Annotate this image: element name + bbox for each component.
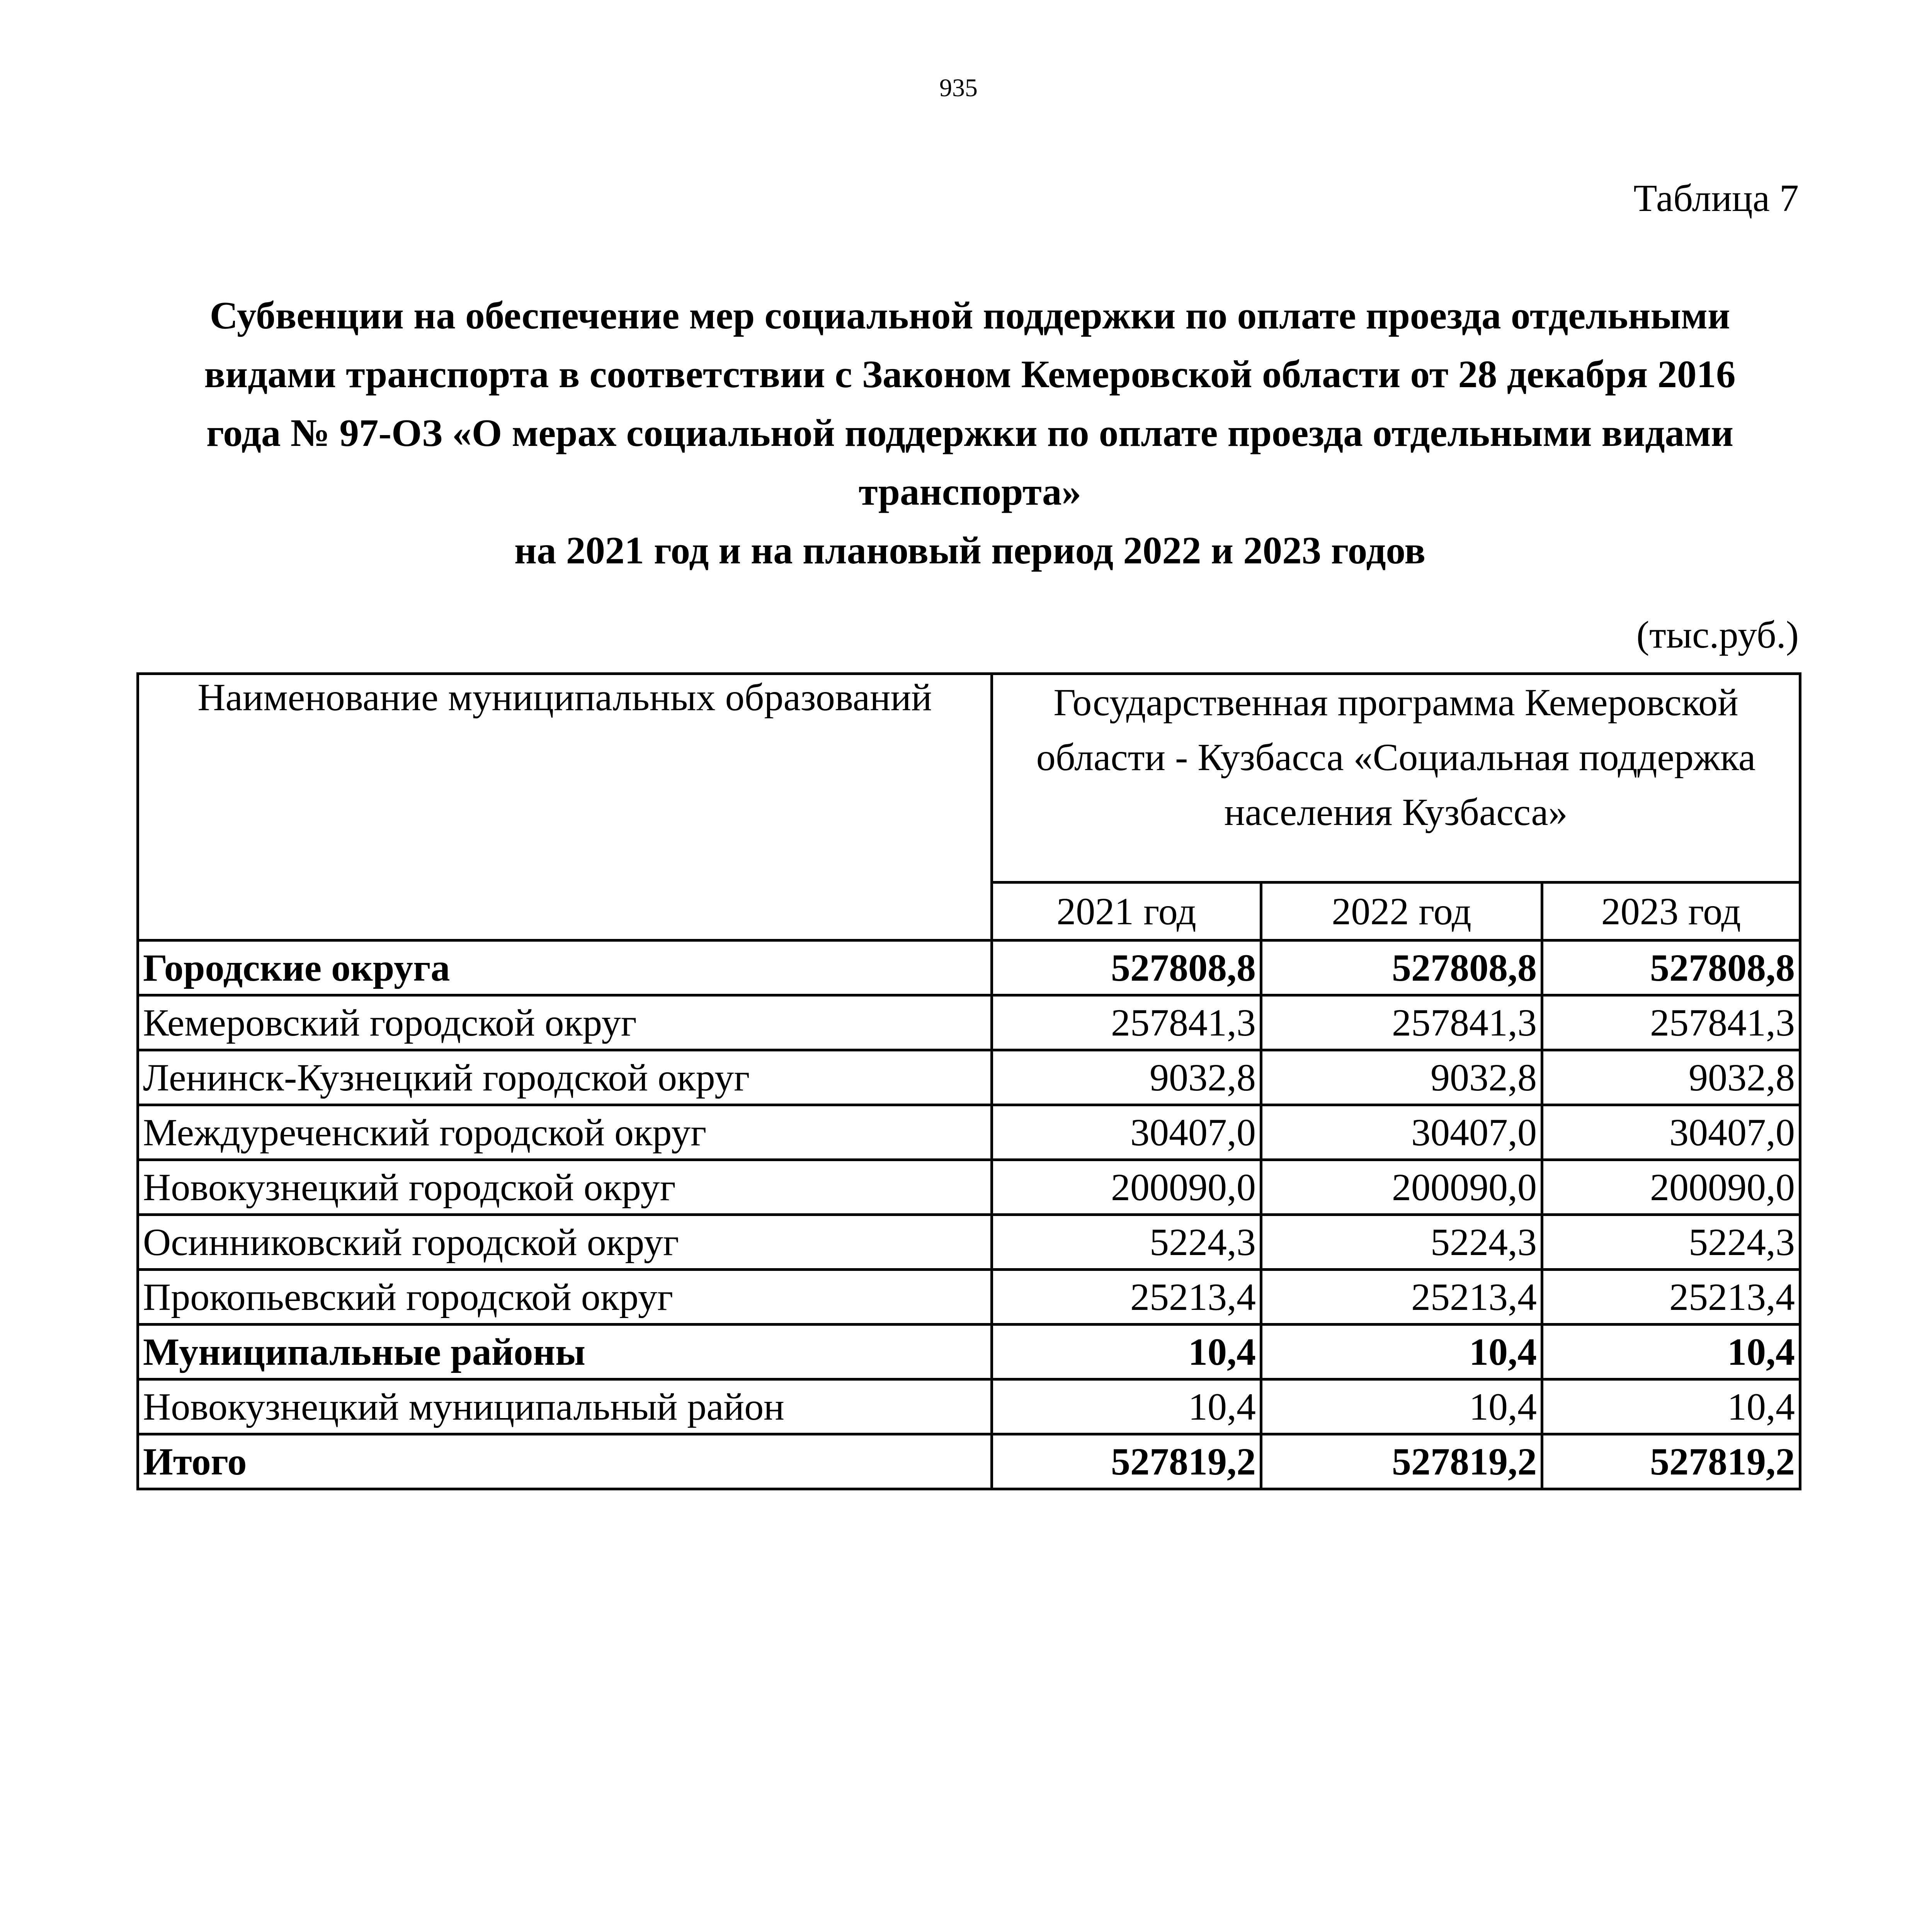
cell-amount: 10,4 bbox=[1261, 1379, 1542, 1434]
header-program: Государственная программа Кемеровской области - Кузбасса «Социальная поддержка населения Кузбасса» bbox=[992, 674, 1800, 883]
table-row bbox=[138, 1379, 1800, 1434]
title-line: видами транспорта в соответствии с Законом Кемеровской области от 28 декабря 2016 bbox=[204, 352, 1736, 396]
cell-amount: 527808,8 bbox=[992, 940, 1261, 995]
cell-amount: 527819,2 bbox=[1542, 1434, 1800, 1489]
cell-municipality-name: Новокузнецкий муниципальный район bbox=[138, 1379, 992, 1434]
cell-municipality-name: Муниципальные районы bbox=[138, 1325, 992, 1379]
cell-amount: 257841,3 bbox=[992, 995, 1261, 1050]
table-body bbox=[138, 940, 1800, 1489]
cell-amount: 30407,0 bbox=[992, 1105, 1261, 1160]
document-title bbox=[147, 286, 1793, 580]
header-municipality: Наименование муниципальных образований bbox=[138, 674, 992, 940]
table-label: Таблица 7 bbox=[1633, 177, 1799, 219]
cell-amount: 257841,3 bbox=[1542, 995, 1800, 1050]
cell-amount: 200090,0 bbox=[1542, 1160, 1800, 1215]
cell-amount: 25213,4 bbox=[1261, 1270, 1542, 1325]
cell-amount: 10,4 bbox=[1261, 1325, 1542, 1379]
cell-amount: 10,4 bbox=[1542, 1379, 1800, 1434]
page-number: 935 bbox=[939, 74, 978, 102]
cell-amount: 25213,4 bbox=[1542, 1270, 1800, 1325]
title-line: транспорта» bbox=[859, 470, 1081, 513]
cell-amount: 25213,4 bbox=[992, 1270, 1261, 1325]
cell-municipality-name: Новокузнецкий городской округ bbox=[138, 1160, 992, 1215]
table-row bbox=[138, 1434, 1800, 1489]
table-row bbox=[138, 1215, 1800, 1270]
cell-amount: 10,4 bbox=[992, 1325, 1261, 1379]
header-year: 2021 год bbox=[992, 883, 1261, 940]
table-row bbox=[138, 1050, 1800, 1105]
title-line: Субвенции на обеспечение мер социальной поддержки по оплате проезда отдельными bbox=[209, 294, 1730, 337]
cell-amount: 527808,8 bbox=[1261, 940, 1542, 995]
table-row bbox=[138, 1160, 1800, 1215]
units-label: (тыс.руб.) bbox=[1636, 613, 1799, 656]
cell-amount: 9032,8 bbox=[992, 1050, 1261, 1105]
table-row bbox=[138, 1325, 1800, 1379]
subsidies-table bbox=[136, 672, 1801, 1490]
cell-municipality-name: Итого bbox=[138, 1434, 992, 1489]
cell-municipality-name: Прокопьевский городской округ bbox=[138, 1270, 992, 1325]
cell-amount: 527808,8 bbox=[1542, 940, 1800, 995]
cell-amount: 200090,0 bbox=[992, 1160, 1261, 1215]
cell-amount: 257841,3 bbox=[1261, 995, 1542, 1050]
title-line: года № 97-ОЗ «О мерах социальной поддержки по оплате проезда отдельными видами bbox=[206, 411, 1734, 454]
header-year: 2022 год bbox=[1261, 883, 1542, 940]
table-row bbox=[138, 940, 1800, 995]
cell-amount: 527819,2 bbox=[992, 1434, 1261, 1489]
cell-amount: 30407,0 bbox=[1542, 1105, 1800, 1160]
table-row bbox=[138, 1270, 1800, 1325]
cell-municipality-name: Городские округа bbox=[138, 940, 992, 995]
cell-amount: 5224,3 bbox=[1261, 1215, 1542, 1270]
cell-amount: 5224,3 bbox=[992, 1215, 1261, 1270]
header-year: 2023 год bbox=[1542, 883, 1800, 940]
cell-amount: 10,4 bbox=[992, 1379, 1261, 1434]
cell-municipality-name: Ленинск-Кузнецкий городской округ bbox=[138, 1050, 992, 1105]
cell-amount: 10,4 bbox=[1542, 1325, 1800, 1379]
cell-amount: 527819,2 bbox=[1261, 1434, 1542, 1489]
cell-amount: 30407,0 bbox=[1261, 1105, 1542, 1160]
cell-amount: 200090,0 bbox=[1261, 1160, 1542, 1215]
title-line: на 2021 год и на плановый период 2022 и 2023 годов bbox=[514, 529, 1426, 572]
cell-municipality-name: Междуреченский городской округ bbox=[138, 1105, 992, 1160]
cell-municipality-name: Кемеровский городской округ bbox=[138, 995, 992, 1050]
cell-municipality-name: Осинниковский городской округ bbox=[138, 1215, 992, 1270]
cell-amount: 5224,3 bbox=[1542, 1215, 1800, 1270]
cell-amount: 9032,8 bbox=[1261, 1050, 1542, 1105]
cell-amount: 9032,8 bbox=[1542, 1050, 1800, 1105]
table-row bbox=[138, 1105, 1800, 1160]
table-row bbox=[138, 995, 1800, 1050]
